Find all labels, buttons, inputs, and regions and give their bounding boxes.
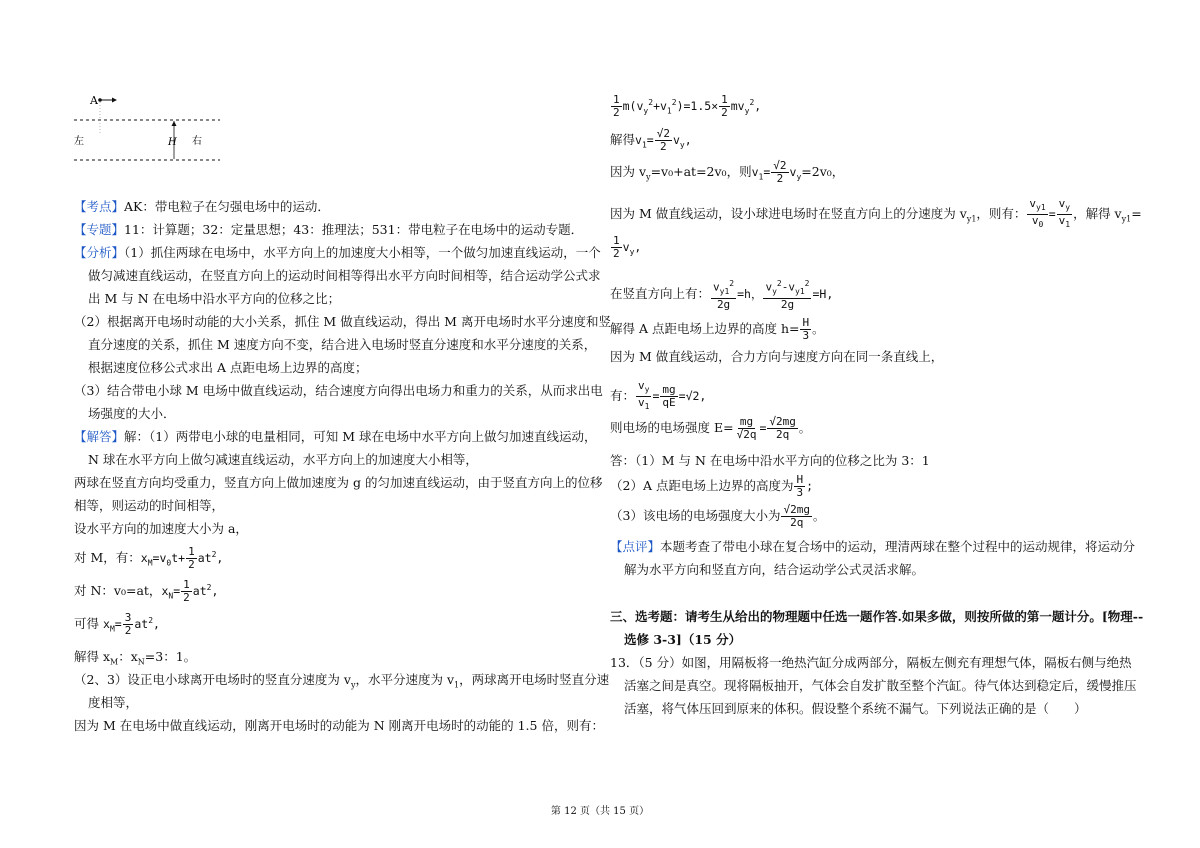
section3-heading-1: 三、选考题：请考生从给出的物理题中任选一题作答.如果多做，则按所做的第一题计分。[物理--	[610, 609, 1144, 624]
answer-2-label: （2）A 点距电场上边界的高度为	[610, 478, 794, 493]
fenxi-text-3a: （3）结合带电小球 M 电场中做直线运动，结合速度方向得出电场力和重力的关系，从而求出电	[74, 383, 603, 398]
vertical-eq-line: 在竖直方向上有： $\frac{v_{y1}^2}{2g}$ =h， $\frac{v_y^2-v_{y1}^2}{2g}$ =H,	[610, 279, 834, 311]
dui-n-label: 对 N：v₀=at，	[74, 583, 162, 598]
jieda-tag: 【解答】	[74, 429, 125, 444]
v1-solution: 解得$v_1=$ $\frac{√2}{2}$ $v_y$,	[610, 127, 692, 153]
vy-line: 因为 $v_y=v_0+at=2v_0$，则$v_1=$ $\frac{√2}{2}$ $v_y=2v_0$，	[610, 159, 845, 185]
part23-line: （2、3）设正电小球离开电场时的竖直分速度为 $v_y$，水平分速度为 $v_1$，两球离开电场时竖直分速	[74, 672, 610, 690]
dianping-line	[610, 538, 1135, 556]
section3-heading-2: 选修 3-3]（15 分）	[624, 632, 742, 647]
zhixian-text: 因为 M 做直线运动，合力方向与速度方向在同一条直线上，	[610, 349, 944, 364]
height-line: 解得 A 点距电场上边界的高度 h= $\frac{H}{3}$ 。	[610, 316, 824, 342]
part23-text-d: 度相等，	[88, 695, 139, 710]
diagram-label-h: H	[168, 137, 177, 148]
vy-text-2: =v₀+at=2v₀，则	[650, 164, 752, 179]
you-label: 有：	[610, 388, 636, 404]
m-line-text-4: =	[1131, 206, 1142, 222]
vertical-eq-label: 在竖直方向上有：	[610, 285, 711, 301]
efield-label: 则电场的电场强度 E=	[610, 420, 734, 435]
equation-m: 对 M，有：$x_M=v_0t+$ $\frac{1}{2}$ $at^2$,	[74, 545, 224, 571]
jieda-text-3: 两球在竖直方向均受重力，竖直方向上做加速度为 g 的匀加速直线运动，由于竖直方向上的位移	[74, 475, 603, 490]
energy-equation: $\frac{1}{2}$ $m(v_y^2+v_1^2)=1.5\times$ $\frac{1}{2}$ $mv_y^2$,	[613, 93, 762, 119]
answer-3: （3）该电场的电场强度大小为 $\frac{√2mg}{2q}$ 。	[610, 503, 825, 529]
ratio-text-3: =3：1。	[144, 649, 197, 664]
fenxi-line	[74, 244, 601, 262]
diagram-label-a: A	[90, 94, 98, 107]
ratio-eq-line: 有： $\frac{v_y}{v_1}$ = $\frac{mg}{qE}$ =√2,	[610, 379, 707, 412]
part23-text-a: （2、3）设正电小球离开电场时的竖直分速度为 v	[74, 672, 351, 687]
part23-text-e: 因为 M 在电场中做直线运动，刚离开电场时的动能为 N 刚离开电场时的动能的 1.5 倍，则有：	[74, 718, 604, 733]
equation-xm: 可得 $x_M=$ $\frac{3}{2}$ $at^2$,	[74, 611, 160, 637]
equation-n: 对 N：v₀=at，$x_N=$ $\frac{1}{2}$ $at^2$,	[74, 578, 219, 604]
m-line-text-3: ，解得 v	[1073, 206, 1122, 222]
question13-text-2: 活塞之间是真空。现将隔板抽开，气体会自发扩散至整个汽缸。待气体达到稳定后，缓慢推压	[624, 678, 1137, 693]
diagram-label-right: 右	[192, 136, 202, 147]
efield-line: 则电场的电场强度 E= $\frac{mg}{√2q}$ = $\frac{√2mg}{2q}$ 。	[610, 415, 811, 441]
kaodian-text: AK：带电粒子在匀强电场中的运动．	[124, 199, 330, 214]
ratio-text-1: 解得 x	[74, 649, 111, 664]
answer-2: （2）A 点距电场上边界的高度为 $\frac{H}{3}$ ;	[610, 473, 814, 499]
fenxi-text-1b: 做匀减速直线运动，在竖直方向上的运动时间相等得出水平方向时间相等，结合运动学公式求	[88, 268, 601, 283]
jieda-text-1: 解：（1）两带电小球的电量相同，可知 M 球在电场中水平方向上做匀加速直线运动，	[124, 429, 597, 444]
part23-text-b: ，水平分速度为 v	[355, 672, 455, 687]
ratio-text-2: ：x	[118, 649, 138, 664]
answer-1: 答：（1）M 与 N 在电场中沿水平方向的位移之比为 3：1	[610, 453, 930, 468]
jieda-text-4: 相等，则运动的时间相等，	[74, 498, 225, 513]
v1-solution-label: 解得	[610, 132, 636, 147]
part23-text-c: ，两球离开电场时竖直分速	[459, 672, 610, 687]
question13-text-3: 活塞，将气体压回到原来的体积。假设整个系统不漏气。下列说法正确的是（ ）	[624, 701, 1087, 716]
fenxi-text-2c: 根据速度位移公式求出 A 点距电场上边界的高度；	[88, 360, 368, 375]
fenxi-text-1c: 出 M 与 N 在电场中沿水平方向的位移之比；	[88, 291, 341, 306]
diagram-label-left: 左	[74, 136, 84, 147]
jieda-text-5: 设水平方向的加速度大小为 a，	[74, 521, 248, 536]
vy1-result: $\frac{1}{2}$ $v_y$,	[613, 234, 642, 260]
fenxi-text-2b: 直分速度的关系，抓住 M 速度方向不变，结合进入电场时竖直分速度和水平分速度的关系，	[88, 337, 597, 352]
m-straight-line: 因为 M 做直线运动，设小球进电场时在竖直方向上的分速度为 $v_{y1}$，则有： $\frac{v_{y1}}{v_0}$ = $\frac{v_y}{v_1}$ ，解得 $v_{y1}=$	[610, 197, 1142, 230]
jieda-line	[74, 428, 596, 446]
zhuanti-text: 11：计算题；32：定量思想；43：推理法；531：带电粒子在电场中的运动专题．	[124, 222, 584, 237]
kede-label: 可得	[74, 616, 100, 631]
zhuanti-tag: 【专题】	[74, 222, 125, 237]
dui-m-label: 对 M，有：	[74, 550, 141, 565]
fenxi-text-2a: （2）根据离开电场时动能的大小关系，抓住 M 做直线运动，得出 M 离开电场时水平分速度和竖	[74, 314, 611, 329]
dianping-tag: 【点评】	[610, 539, 661, 554]
fenxi-text-3b: 场强度的大小．	[88, 406, 176, 421]
height-label: 解得 A 点距电场上边界的高度 h=	[610, 321, 800, 336]
answer-3-label: （3）该电场的电场强度大小为	[610, 508, 781, 523]
vy-text-3: =2v₀，	[801, 164, 845, 179]
fenxi-tag: 【分析】	[74, 245, 125, 260]
m-line-text-1: 因为 M 做直线运动，设小球进电场时在竖直方向上的分速度为 v	[610, 206, 967, 222]
jieda-text-2: N 球在水平方向上做匀减速直线运动，水平方向上的加速度大小相等，	[88, 452, 478, 467]
vy-text-1: 因为 v	[610, 164, 647, 179]
dianping-text-2: 解为水平方向和竖直方向，结合运动学公式灵活求解。	[624, 562, 925, 577]
m-line-text-2: ，则有：	[976, 206, 1027, 222]
kaodian-line	[74, 198, 330, 216]
fenxi-text-1a: （1）抓住两球在电场中，水平方向上的加速度大小相等，一个做匀加速直线运动，一个	[124, 245, 601, 260]
field-diagram	[70, 88, 220, 168]
question13-text-1: 13．（5 分）如图，用隔板将一绝热汽缸分成两部分，隔板左侧充有理想气体，隔板右侧与绝热	[610, 655, 1132, 670]
page-footer: 第 12 页（共 15 页）	[550, 806, 650, 817]
dianping-text-1: 本题考查了带电小球在复合场中的运动，理清两球在整个过程中的运动规律，将运动分	[660, 539, 1136, 554]
kaodian-tag: 【考点】	[74, 199, 125, 214]
zhuanti-line	[74, 221, 583, 239]
ratio-line: 解得 $x_M$：$x_N=3$：1。	[74, 649, 197, 667]
